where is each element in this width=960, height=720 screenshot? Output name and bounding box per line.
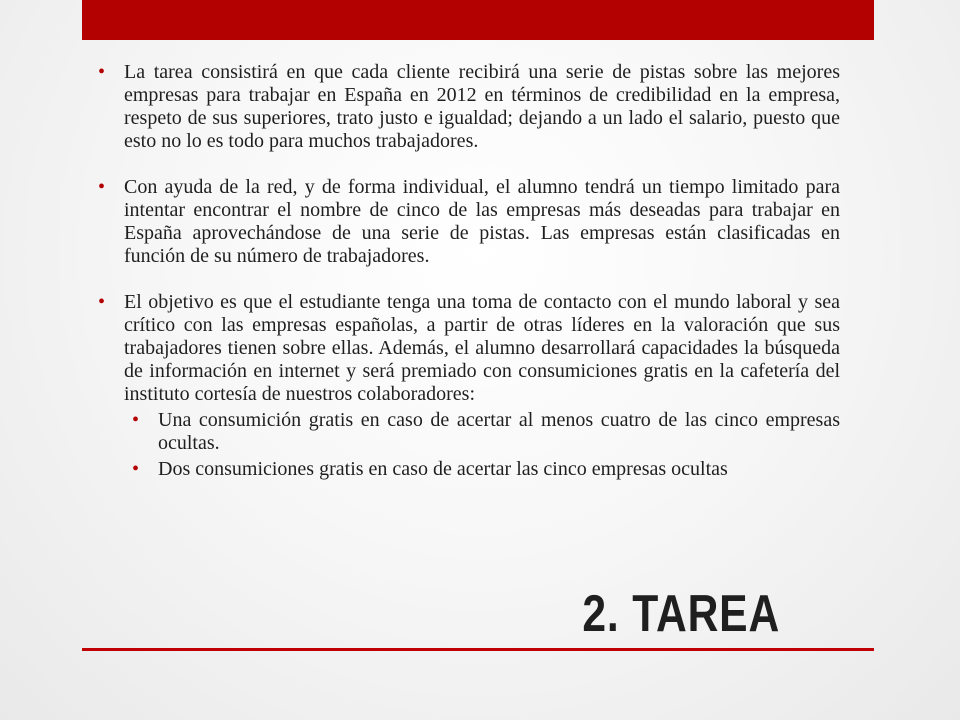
bullet-text: La tarea consistirá en que cada cliente recibirá una serie de pistas sobre las mejores empresas para trabajar en España en 2012 en términos de credibilidad en la empresa, respeto de sus superiores, trato justo e igualdad; dejando a un lado el salario, puesto que esto no lo es todo para muchos trabajadores. <box>124 61 840 152</box>
sub-bullet-text: Dos consumiciones gratis en caso de acertar las cinco empresas ocultas <box>158 458 728 480</box>
top-accent-bar <box>82 0 874 40</box>
bullet-item <box>98 176 840 268</box>
bullet-dot-icon: • <box>98 291 106 313</box>
bullet-item <box>98 291 840 406</box>
bullet-text: El objetivo es que el estudiante tenga una toma de contacto con el mundo laboral y sea crítico con las empresas españolas, a partir de otras líderes en la valoración que sus trabajadores tienen sobre ellas. Además, el alumno desarrollará capacidades la búsqueda de información en internet y será premiado con consumiciones gratis en la cafetería del instituto cortesía de nuestros colaboradores: <box>124 291 840 405</box>
bullet-dot-icon: • <box>132 458 140 480</box>
bottom-accent-line <box>82 648 874 651</box>
bullet-text: Con ayuda de la red, y de forma individual, el alumno tendrá un tiempo limitado para intentar encontrar el nombre de cinco de las empresas más deseadas para trabajar en España aprovechándose de una serie de pistas. Las empresas están clasificadas en función de su número de trabajadores. <box>124 176 840 267</box>
bullet-dot-icon: • <box>132 409 140 431</box>
sub-bullet-item <box>132 409 840 455</box>
bullet-dot-icon: • <box>98 176 106 198</box>
sub-bullet-item <box>132 458 840 481</box>
slide-title: 2. TAREA <box>582 585 780 643</box>
sub-bullet-text: Una consumición gratis en caso de acertar al menos cuatro de las cinco empresas ocultas. <box>158 409 840 454</box>
bullet-item <box>98 61 840 153</box>
bullet-dot-icon: • <box>98 61 106 83</box>
slide-content <box>98 61 840 481</box>
